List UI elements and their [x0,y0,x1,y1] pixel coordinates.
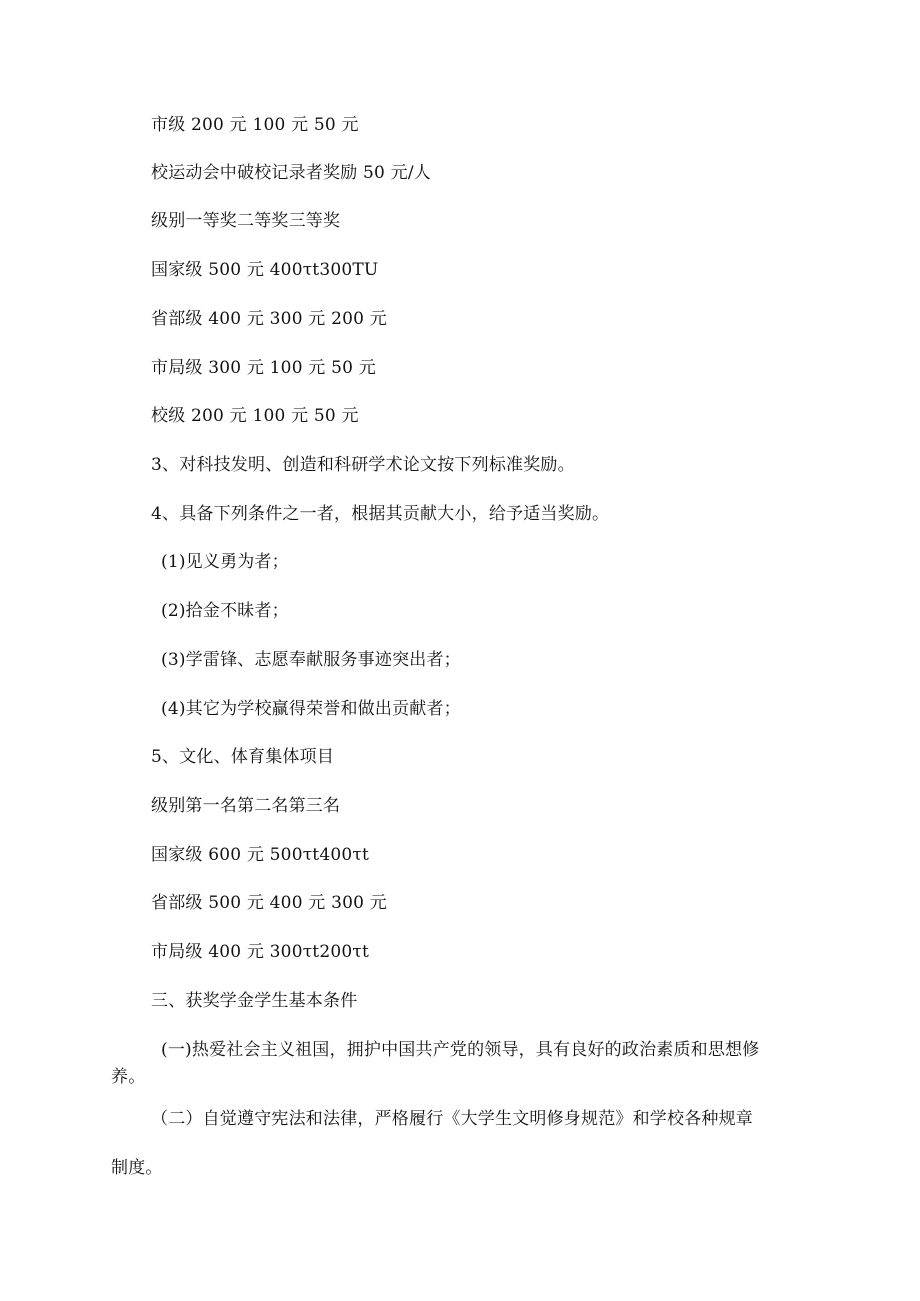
text-line: 国家级 500 元 400τt300TU [151,260,379,280]
section-heading: 三、获奖学金学生基本条件 [151,991,358,1011]
text-line: 市局级 400 元 300τt200τt [151,942,370,962]
text-line: 级别一等奖二等奖三等奖 [151,211,341,231]
text-line: 校运动会中破校记录者奖励 50 元/人 [151,163,431,183]
text-line: 市局级 300 元 100 元 50 元 [151,358,376,378]
text-line: 省部级 400 元 300 元 200 元 [151,309,387,329]
paragraph-line: （二）自觉遵守宪法和法律，严格履行《大学生文明修身规范》和学校各种规章 [151,1109,753,1129]
text-line: 国家级 600 元 500τt400τt [151,845,370,865]
list-item: (3)学雷锋、志愿奉献服务事迹突出者； [161,650,461,670]
list-item: (2)拾金不昧者； [161,601,289,621]
text-line: 3、对科技发明、创造和科研学术论文按下列标准奖励。 [151,455,575,475]
text-line: 4、具备下列条件之一者，根据其贡献大小，给予适当奖励。 [151,504,610,524]
text-line: 级别第一名第二名第三名 [151,796,341,816]
text-line: 省部级 500 元 400 元 300 元 [151,893,387,913]
text-line: 5、文化、体育集体项目 [151,747,335,767]
list-item: (4)其它为学校赢得荣誉和做出贡献者； [161,699,461,719]
text-line: 校级 200 元 100 元 50 元 [151,406,359,426]
text-line: 市级 200 元 100 元 50 元 [151,115,359,135]
paragraph-line: (一)热爱社会主义祖国，拥护中国共产党的领导，具有良好的政治素质和思想修 [161,1040,760,1060]
paragraph-line: 制度。 [111,1158,163,1178]
paragraph-line: 养。 [111,1067,146,1087]
list-item: (1)见义勇为者； [161,552,289,572]
